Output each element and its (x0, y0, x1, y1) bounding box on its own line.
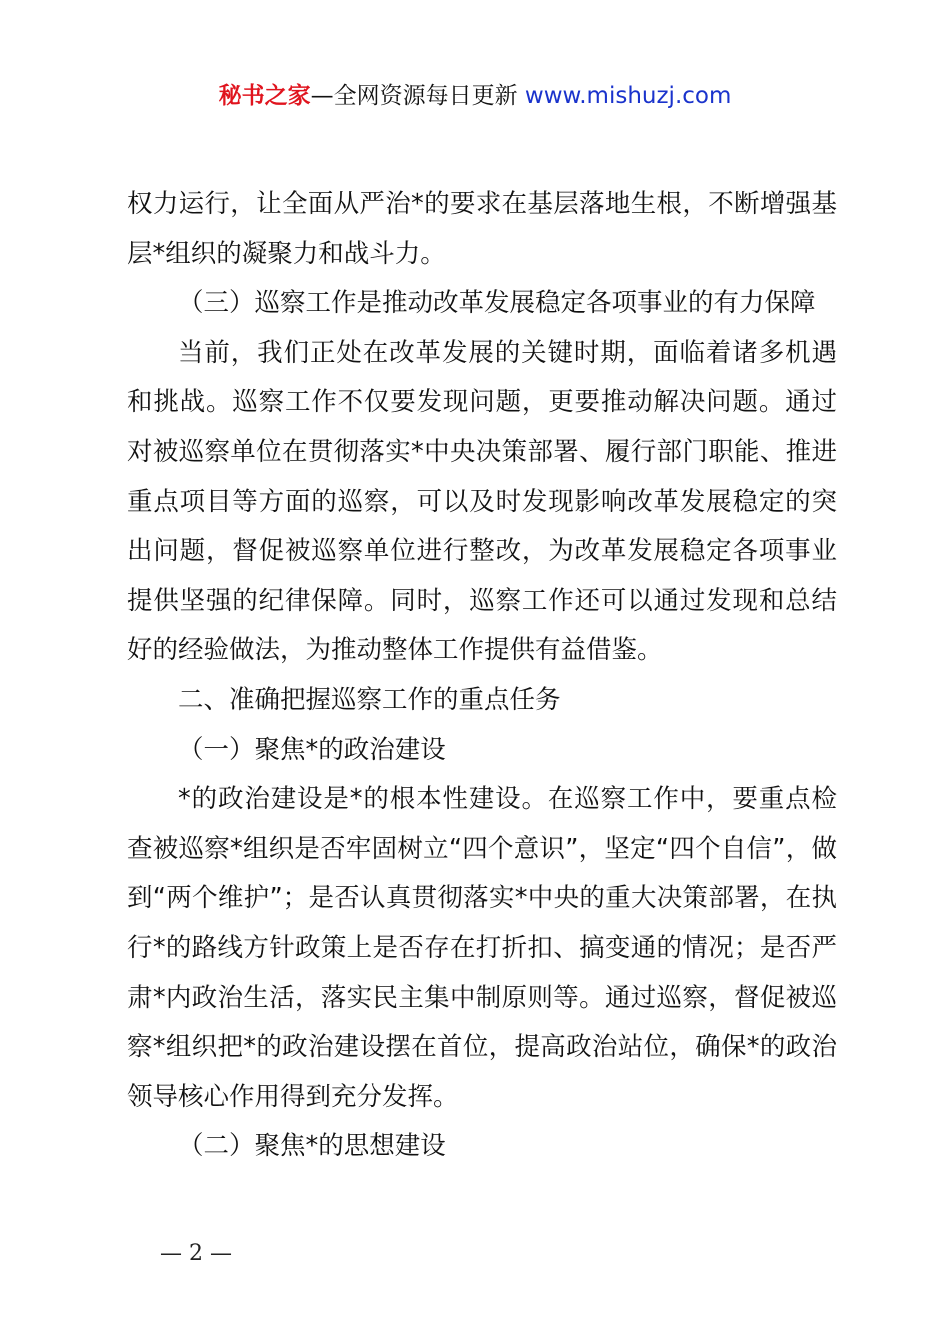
document-body (127, 180, 837, 1172)
site-brand: 秘书之家 (218, 83, 311, 109)
section-heading-two: 二、准确把握巡察工作的重点任务 (178, 684, 561, 715)
subheading-one: （一）聚焦*的政治建设 (178, 734, 446, 765)
site-slogan: —全网资源每日更新 (310, 83, 525, 109)
paragraph-reform: 当前，我们正处在改革发展的关键时期，面临着诸多机遇和挑战。巡察工作不仅要发现问题，更要推动解决问题。通过对被巡察单位在贯彻落实*中央决策部署、履行部门职能、推进重点项目等方面的巡察，可以及时发现影响改革发展稳定的突出问题，督促被巡察单位进行整改，为改革发展稳定各项事业提供坚强的纪律保障。同时，巡察工作还可以通过发现和总结好的经验做法，为推动整体工作提供有益借鉴。 (127, 337, 837, 666)
subheading-three: （三）巡察工作是推动改革发展稳定各项事业的有力保障 (178, 288, 816, 319)
site-url-link[interactable]: www.mishuzj.com (524, 83, 732, 109)
subheading-two: （二）聚焦*的思想建设 (178, 1131, 446, 1162)
paragraph-continued: 权力运行，让全面从严治*的要求在基层落地生根，不断增强基层*组织的凝聚力和战斗力。 (127, 189, 837, 269)
paragraph-political: *的政治建设是*的根本性建设。在巡察工作中，要重点检查被巡察*组织是否牢固树立“四个意识”，坚定“四个自信”，做到“两个维护”；是否认真贯彻落实*中央的重大决策部署，在执行*的路线方针政策上是否存在打折扣、搞变通的情况；是否严肃*内政治生活，落实民主集中制原则等。通过巡察，督促被巡察*组织把*的政治建设摆在首位，提高政治站位，确保*的政治领导核心作用得到充分发挥。 (127, 784, 837, 1112)
site-header (0, 80, 950, 112)
page-number: — 2 — (160, 1241, 232, 1266)
